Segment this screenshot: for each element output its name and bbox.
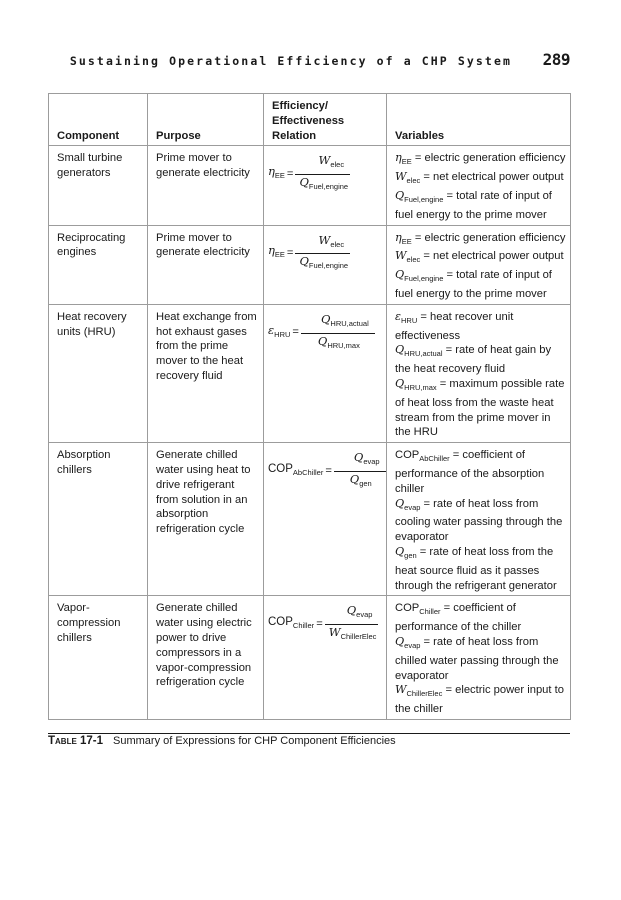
- variables-cell: [387, 596, 571, 720]
- purpose-cell: Heat exchange from hot exhaust gases from the prime mover to the heat recovery fluid: [148, 304, 264, 442]
- purpose-cell: Prime mover to generate electricity: [148, 225, 264, 304]
- numerator: $W_{elec}$: [318, 232, 345, 249]
- variable-definition: $Q_{HRU,actual}$ = rate of heat gain by the heat recovery fluid: [395, 343, 552, 376]
- component-cell: Small turbine generators: [49, 146, 148, 225]
- table-row: [49, 225, 571, 304]
- header-relation-line3: Relation: [272, 129, 317, 142]
- equals-sign: =: [292, 326, 299, 339]
- efficiency-table: [48, 93, 571, 720]
- table-row: [49, 443, 571, 596]
- formula: [268, 603, 382, 645]
- formula: [268, 153, 382, 195]
- variable-definition: $COP_{AbChiller}$ = coefficient of performance of the absorption chiller: [395, 449, 545, 495]
- numerator: $Q_{evap}$: [353, 450, 380, 467]
- fraction: [295, 153, 350, 195]
- variable-definition: $W_{elec}$ = net electrical power output: [395, 249, 564, 265]
- table-caption: [48, 735, 396, 747]
- fraction: [301, 312, 375, 354]
- numerator: $Q_{HRU,actual}$: [320, 311, 369, 328]
- formula-cell: [264, 225, 387, 304]
- header-relation-line2: Effectiveness: [272, 114, 345, 127]
- formula-lhs: $\eta_{EE}$: [268, 164, 285, 181]
- formula-cell: [264, 146, 387, 225]
- denominator: $Q_{Fuel,engine}$: [299, 175, 349, 192]
- header-relation: [264, 94, 387, 146]
- fraction: [334, 450, 386, 492]
- numerator: $W_{elec}$: [318, 153, 345, 170]
- denominator: $Q_{Fuel,engine}$: [299, 254, 349, 271]
- page-number: 289: [542, 50, 570, 69]
- formula: [268, 312, 382, 354]
- component-cell: Heat recovery units (HRU): [49, 304, 148, 442]
- table-header-row: [49, 94, 571, 146]
- caption-rule: [48, 733, 570, 734]
- variable-definition: $Q_{HRU,max}$ = maximum possible rate of heat loss from the waste heat stream from the prime mover in the HRU: [395, 376, 565, 439]
- denominator: $W_{ChillerElec}$: [328, 625, 377, 642]
- variables-cell: [387, 443, 571, 596]
- denominator: $Q_{HRU,max}$: [317, 333, 360, 350]
- formula-cell: [264, 304, 387, 442]
- denominator: $Q_{gen}$: [349, 471, 372, 488]
- table-row: [49, 304, 571, 442]
- header-relation-line1: Efficiency/: [272, 100, 328, 112]
- variable-definition: $\varepsilon_{HRU}$ = heat recover unit effectiveness: [395, 309, 514, 342]
- variable-definition: $Q_{gen}$ = rate of heat loss from the heat source fluid as it passes through the refrigerant generator: [395, 544, 557, 592]
- variable-definition: $COP_{Chiller}$ = coefficient of performance of the chiller: [395, 602, 522, 634]
- table-row: [49, 596, 571, 720]
- header-purpose: Purpose: [148, 94, 264, 146]
- formula-lhs: $COP_{Chiller}$: [268, 615, 315, 630]
- variables-cell: [387, 304, 571, 442]
- header-variables: Variables: [387, 94, 571, 146]
- caption-label: Table 17-1: [48, 735, 104, 747]
- table-row: [49, 146, 571, 225]
- variable-definition: $W_{elec}$ = net electrical power output: [395, 170, 564, 186]
- variable-definition: $Q_{Fuel,engine}$ = total rate of input of fuel energy to the prime mover: [395, 188, 552, 221]
- variable-definition: $W_{ChillerElec}$ = electric power input to the chiller: [395, 683, 564, 716]
- formula-cell: [264, 596, 387, 720]
- formula: [268, 233, 382, 275]
- variable-definition: $\eta_{EE}$ = electric generation efficiency: [395, 230, 566, 246]
- fraction: [325, 603, 379, 645]
- variable-definition: $\eta_{EE}$ = electric generation efficiency: [395, 151, 566, 167]
- purpose-cell: Prime mover to generate electricity: [148, 146, 264, 225]
- formula-lhs: $COP_{AbChiller}$: [268, 462, 324, 477]
- fraction: [295, 233, 350, 275]
- purpose-cell: Generate chilled water using electric power to drive compressors in a vapor-compression refrigeration cycle: [148, 596, 264, 720]
- equals-sign: =: [316, 617, 323, 630]
- equals-sign: =: [325, 464, 332, 477]
- formula-lhs: $\eta_{EE}$: [268, 243, 285, 260]
- component-cell: Vapor-compression chillers: [49, 596, 148, 720]
- running-head: [48, 50, 570, 74]
- numerator: $Q_{evap}$: [346, 603, 373, 620]
- component-cell: Reciprocating engines: [49, 225, 148, 304]
- running-title: Sustaining Operational Efficiency of a CHP System: [69, 54, 512, 68]
- variable-definition: $Q_{evap}$ = rate of heat loss from cooling water passing through the evaporator: [395, 496, 563, 544]
- component-cell: Absorption chillers: [49, 443, 148, 596]
- variable-definition: $Q_{evap}$ = rate of heat loss from chilled water passing through the evaporator: [395, 634, 559, 682]
- table-body: [49, 146, 571, 720]
- variable-definition: $Q_{Fuel,engine}$ = total rate of input of fuel energy to the prime mover: [395, 268, 552, 300]
- purpose-cell: Generate chilled water using heat to drive refrigerant from solution in an absorption refrigeration cycle: [148, 443, 264, 596]
- variables-cell: [387, 225, 571, 304]
- caption-text: Summary of Expressions for CHP Component Efficiencies: [113, 735, 396, 747]
- equals-sign: =: [286, 246, 294, 259]
- formula: [268, 450, 382, 492]
- formula-lhs: $\varepsilon_{HRU}$: [268, 322, 291, 339]
- variables-cell: [387, 146, 571, 225]
- equals-sign: =: [286, 167, 294, 180]
- formula-cell: [264, 443, 387, 596]
- header-component: Component: [49, 94, 148, 146]
